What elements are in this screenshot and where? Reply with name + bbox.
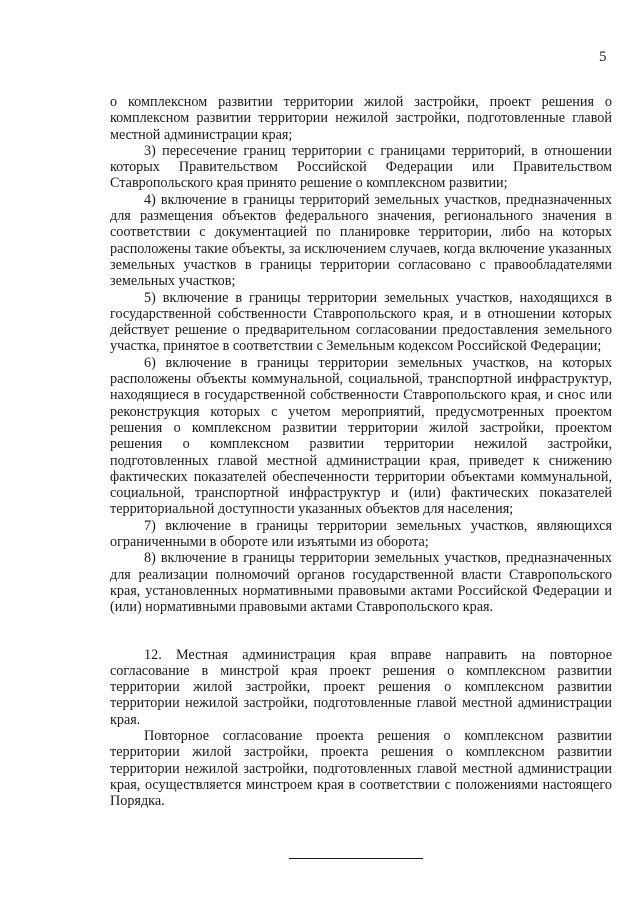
paragraph-item-6: 6) включение в границы территории земельных участков, на которых расположены объекты коммунальной, социальной, транспортной инфраструктур, находящиеся в государственной собственности Ставропольского края, и снос или реконструкция которых с учетом мероприятий, предусмотренных проектом решения о комплексном развитии территории жилой застройки, проектом решения о комплексном развитии территории нежилой застройки, подготовленных главой местной администрации края, приведет к снижению фактических показателей обеспеченности территории объектами коммунальной, социальной, транспортной инфраструктур и (или) фактических показателей территориальной доступности указанных объектов для населения;: [110, 354, 612, 518]
paragraph-item-7: 7) включение в границы территории земельных участков, являющихся ограниченными в обороте или изъятыми из оборота;: [110, 517, 612, 551]
closing-rule: [289, 858, 423, 859]
page-number: 5: [599, 49, 607, 65]
paragraph-item-5: 5) включение в границы территории земельных участков, находящихся в государственной собственности Ставропольского края, и в отношении которых действует решение о предварительном согласовании предоставления земельного участка, принятое в соответствии с Земельным кодексом Российской Федерации;: [110, 289, 612, 355]
paragraph-item-4: 4) включение в границы территорий земельных участков, предназначенных для размещения объектов федерального значения, регионального значения в соответствии с документацией по планировке территории, либо на которых расположены такие объекты, за исключением случаев, когда включение указанных земельных участков в границы территории согласовано с правообладателями земельных участков;: [110, 191, 612, 290]
paragraph-item-3: 3) пересечение границ территории с границами территорий, в отношении которых Правительством Российской Федерации или Правительством Ставропольского края принято решение о комплексном развитии;: [110, 142, 612, 192]
paragraph-repeat-approval: Повторное согласование проекта решения о комплексном развитии территории жилой застройки, проекта решения о комплексном развитии территории нежилой застройки, подготовленных главой местной администрации края, осуществляется минстроем края в соответствии с положениями настоящего Порядка.: [110, 727, 612, 810]
paragraph-continuation: о комплексном развитии территории жилой застройки, проект решения о комплексном развитии территории нежилой застройки, подготовленные главой местной администрации края;: [110, 94, 612, 143]
paragraph-section-12: 12. Местная администрация края вправе направить на повторное согласование в минстрой края проект решения о комплексном развитии территории жилой застройки, проект решения о комплексном развитии территории нежилой застройки, подготовленные главой местной администрации края.: [110, 646, 612, 728]
paragraph-item-8: 8) включение в границы территории земельных участков, предназначенных для реализации полномочий органов государственной власти Ставропольского края, установленных нормативными правовыми актами Российской Федерации и (или) нормативными правовыми актами Ставропольского края.: [110, 550, 612, 616]
document-body: [110, 94, 612, 809]
